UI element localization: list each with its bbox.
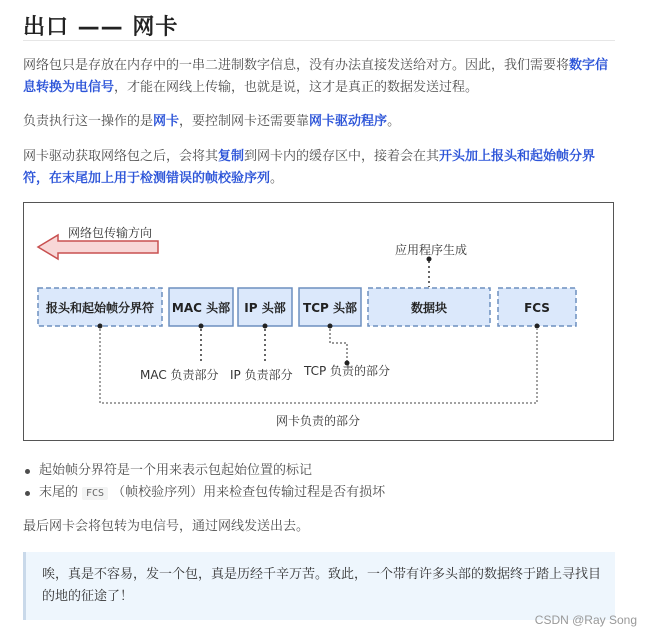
box-ip-label: IP 头部 xyxy=(244,301,286,315)
p2-highlight-driver: 网卡驱动程序 xyxy=(309,114,388,129)
mac-dot xyxy=(199,324,204,329)
app-label: 应用程序生成 xyxy=(395,243,468,257)
bullet-2-text-end: （帧校验序列）用来检查包传输过程是否有损坏 xyxy=(112,485,386,500)
box-data-label: 数据块 xyxy=(410,301,448,315)
p3-text-end: 。 xyxy=(270,171,284,186)
page-title: 出口 —— 网卡 xyxy=(23,15,179,40)
paragraph-3 xyxy=(23,146,615,190)
nic-end-dot xyxy=(535,324,540,329)
frame-diagram xyxy=(23,202,614,441)
tcp-part-label: TCP 负责的部分 xyxy=(304,364,391,378)
direction-label: 网络包传输方向 xyxy=(68,226,153,240)
bullet-dot-icon xyxy=(25,491,30,496)
p1-highlight: 数字信息转换为电信号 xyxy=(23,58,609,95)
p2-text-mid: ，要控制网卡还需要靠 xyxy=(179,114,310,129)
bullet-dot-icon xyxy=(25,469,30,474)
bullet-list xyxy=(23,460,615,505)
tcp-dot xyxy=(328,324,333,329)
box-preamble-label: 报头和起始帧分界符 xyxy=(45,301,155,315)
title-divider xyxy=(23,40,615,41)
note-callout: 唉，真是不容易，发一个包，真是历经千辛万苦。致此，一个带有许多头部的数据终于踏上寻找目的地的征途了！ xyxy=(23,552,615,620)
p2-text-end: 。 xyxy=(387,114,401,129)
p2-highlight-nic: 网卡 xyxy=(153,114,180,129)
p3-text-mid: 到网卡内的缓存区中，接着会在其 xyxy=(244,149,440,164)
paragraph-2 xyxy=(23,111,615,133)
nic-start-dot xyxy=(98,324,103,329)
mac-part-label: MAC 负责部分 xyxy=(140,368,219,382)
p2-text: 负责执行这一操作的是 xyxy=(23,114,154,129)
p3-highlight-frame: 开头加上报头和起始帧分界符，在末尾加上用于检测错误的帧校验序列 xyxy=(23,149,596,186)
bullet-2-text: 末尾的 xyxy=(39,485,79,500)
p3-text: 网卡驱动获取网络包之后，会将其 xyxy=(23,149,219,164)
frame-diagram-svg xyxy=(24,203,613,440)
bullet-1-text: 起始帧分界符是一个用来表示包起始位置的标记 xyxy=(39,463,313,478)
nic-part-label: 网卡负责的部分 xyxy=(275,414,361,428)
watermark: CSDN @Ray Song xyxy=(534,613,637,627)
p1-text-end: ，才能在网线上传输，也就是说，这才是真正的数据发送过程。 xyxy=(114,80,479,95)
box-tcp-label: TCP 头部 xyxy=(303,301,357,315)
ip-part-label: IP 负责部分 xyxy=(230,368,293,382)
p1-text: 网络包只是存放在内存中的一串二进制数字信息，没有办法直接发送给对方。因此，我们需要将 xyxy=(23,58,570,73)
app-dot xyxy=(427,257,432,262)
box-mac-label: MAC 头部 xyxy=(171,301,231,315)
closing-paragraph: 最后网卡会将包转为电信号，通过网线发送出去。 xyxy=(23,519,310,534)
list-item xyxy=(23,482,615,505)
fcs-code: FCS xyxy=(82,487,108,500)
paragraph-1 xyxy=(23,55,615,99)
ip-dot xyxy=(263,324,268,329)
p3-highlight-copy: 复制 xyxy=(218,149,245,164)
box-fcs-label: FCS xyxy=(524,301,550,315)
tcp-connector xyxy=(330,329,347,361)
list-item xyxy=(23,460,615,482)
